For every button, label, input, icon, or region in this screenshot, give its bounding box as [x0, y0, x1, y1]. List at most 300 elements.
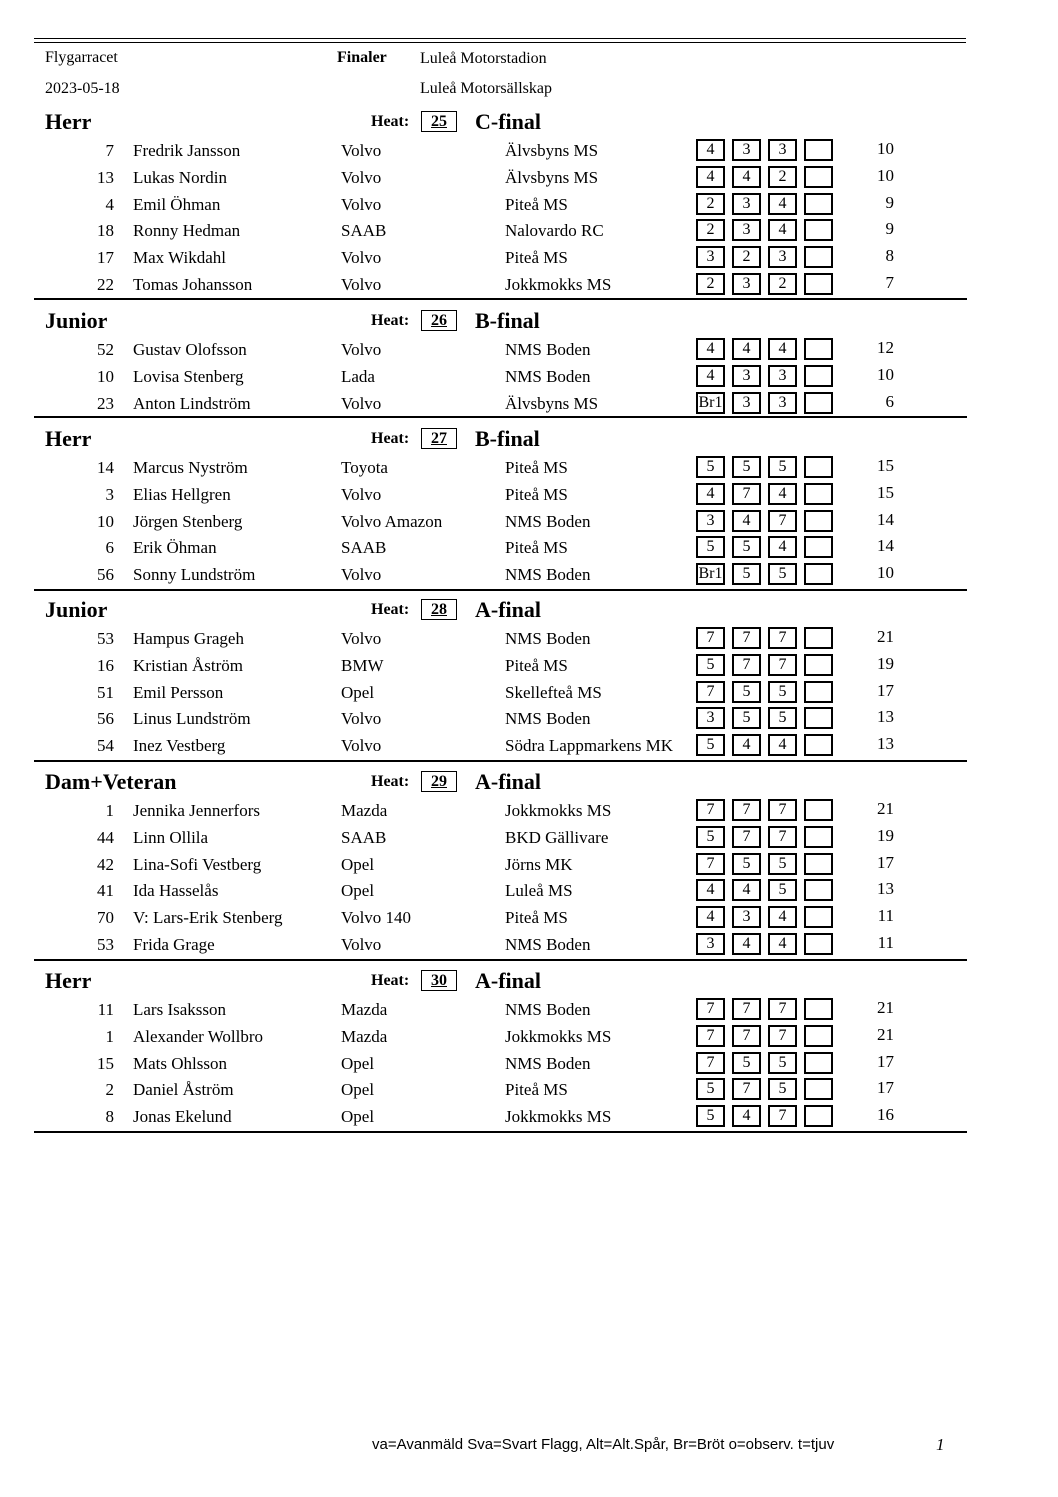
- round-2-score: 7: [732, 1078, 761, 1100]
- round-3-score: 3: [768, 392, 797, 414]
- round-2-score: 4: [732, 510, 761, 532]
- section-divider: [34, 298, 967, 300]
- driver-name: Lovisa Stenberg: [133, 366, 244, 386]
- round-4-score: [804, 627, 833, 649]
- stage-label: Finaler: [337, 49, 387, 66]
- round-1-score: 5: [696, 456, 725, 478]
- driver-name: Kristian Åström: [133, 655, 244, 675]
- club-name: Piteå MS: [505, 908, 568, 928]
- round-4-score: [804, 338, 833, 360]
- club-name: Skellefteå MS: [505, 682, 602, 702]
- round-3-score: 2: [768, 273, 797, 295]
- start-number: 56: [97, 565, 114, 585]
- round-3-score: 3: [768, 246, 797, 268]
- car-model: Opel: [341, 1053, 375, 1073]
- heat-label: Heat:: [371, 773, 410, 790]
- club-name: NMS Boden: [505, 709, 591, 729]
- start-number: 54: [97, 736, 114, 756]
- result-row: [0, 879, 1058, 906]
- start-number: 56: [97, 709, 114, 729]
- heat-number: 27: [421, 428, 457, 449]
- round-2-score: 5: [732, 563, 761, 585]
- start-number: 18: [97, 221, 114, 241]
- driver-name: Mats Ohlsson: [133, 1053, 227, 1073]
- total-points: 9: [885, 192, 894, 212]
- club-name: Luleå MS: [505, 881, 573, 901]
- round-4-score: [804, 1105, 833, 1127]
- footer-legend: va=Avanmäld Sva=Svart Flagg, Alt=Alt.Spår, Br=Bröt o=observ. t=tjuv: [372, 1436, 835, 1453]
- round-1-score: 7: [696, 681, 725, 703]
- club-name: NMS Boden: [505, 340, 591, 359]
- car-model: Volvo: [341, 340, 382, 359]
- round-3-score: 5: [768, 1078, 797, 1100]
- round-2-score: 4: [732, 338, 761, 360]
- driver-name: Tomas Johansson: [133, 275, 253, 294]
- round-1-score: 5: [696, 826, 725, 848]
- round-1-score: 4: [696, 879, 725, 901]
- heat-label: Heat:: [371, 972, 410, 989]
- round-1-score: 3: [696, 933, 725, 955]
- round-2-score: 4: [732, 879, 761, 901]
- driver-name: Anton Lindström: [133, 393, 251, 413]
- driver-name: Marcus Nyström: [133, 458, 248, 477]
- car-model: BMW: [341, 655, 384, 675]
- total-points: 10: [877, 364, 894, 384]
- car-model: Volvo: [341, 484, 382, 504]
- final-name: C-final: [475, 109, 541, 134]
- car-model: Opel: [341, 682, 375, 702]
- class-name: Herr: [45, 968, 92, 993]
- round-4-score: [804, 273, 833, 295]
- round-4-score: [804, 1078, 833, 1100]
- class-name: Herr: [45, 426, 92, 451]
- driver-name: Jennika Jennerfors: [133, 801, 260, 820]
- heat-number: 29: [421, 771, 457, 792]
- round-1-score: 3: [696, 510, 725, 532]
- heat-number: 26: [421, 310, 457, 331]
- round-2-score: 5: [732, 1052, 761, 1074]
- start-number: 1: [105, 1026, 114, 1046]
- club-name: Älvsbyns MS: [505, 141, 599, 160]
- start-number: 41: [97, 881, 114, 901]
- driver-name: Emil Persson: [133, 682, 224, 702]
- result-row: [0, 219, 1058, 246]
- driver-name: Linus Lundström: [133, 709, 251, 729]
- total-points: 6: [885, 391, 894, 411]
- page-number: 1: [936, 1435, 945, 1454]
- car-model: Volvo: [341, 275, 382, 294]
- round-3-score: 5: [768, 707, 797, 729]
- result-row: [0, 1078, 1058, 1105]
- class-name: Dam+Veteran: [45, 769, 177, 794]
- section-divider: [34, 1131, 967, 1133]
- round-3-score: 5: [768, 853, 797, 875]
- car-model: Volvo: [341, 141, 382, 160]
- final-name: A-final: [475, 597, 541, 622]
- round-2-score: 5: [732, 536, 761, 558]
- result-row: [0, 456, 1058, 483]
- final-name: B-final: [475, 426, 540, 451]
- total-points: 16: [877, 1105, 894, 1125]
- car-model: Volvo Amazon: [341, 511, 443, 531]
- round-3-score: 7: [768, 998, 797, 1020]
- round-2-score: 5: [732, 707, 761, 729]
- car-model: Volvo: [341, 736, 382, 756]
- round-3-score: 7: [768, 510, 797, 532]
- total-points: 17: [877, 1051, 894, 1071]
- driver-name: Daniel Åström: [133, 1080, 234, 1100]
- round-4-score: [804, 193, 833, 215]
- round-1-score: 2: [696, 219, 725, 241]
- heat-header: [0, 426, 1058, 454]
- round-1-score: 5: [696, 734, 725, 756]
- round-4-score: [804, 707, 833, 729]
- total-points: 17: [877, 1078, 894, 1098]
- driver-name: Emil Öhman: [133, 194, 221, 214]
- result-row: [0, 681, 1058, 708]
- total-points: 17: [877, 680, 894, 700]
- club-name: Södra Lappmarkens MK: [505, 736, 674, 756]
- result-row: [0, 853, 1058, 880]
- total-points: 11: [877, 906, 894, 926]
- total-points: 19: [877, 653, 894, 673]
- car-model: Volvo: [341, 194, 382, 214]
- result-row: [0, 654, 1058, 681]
- driver-name: Hampus Grageh: [133, 629, 244, 648]
- round-2-score: 2: [732, 246, 761, 268]
- result-row: [0, 536, 1058, 563]
- driver-name: Ida Hasselås: [133, 881, 219, 901]
- car-model: Volvo: [341, 935, 382, 954]
- round-2-score: 7: [732, 483, 761, 505]
- round-2-score: 7: [732, 654, 761, 676]
- start-number: 53: [97, 935, 114, 954]
- club-name: NMS Boden: [505, 935, 591, 954]
- total-points: 17: [877, 852, 894, 872]
- heat-number: 25: [421, 111, 457, 132]
- start-number: 1: [105, 801, 114, 820]
- heat-number: 28: [421, 599, 457, 620]
- round-2-score: 5: [732, 456, 761, 478]
- car-model: Volvo: [341, 565, 382, 585]
- round-2-score: 4: [732, 166, 761, 188]
- round-1-score: 4: [696, 906, 725, 928]
- round-4-score: [804, 879, 833, 901]
- heat-label: Heat:: [371, 113, 410, 130]
- section-divider: [34, 416, 967, 418]
- round-2-score: 7: [732, 826, 761, 848]
- club-name: NMS Boden: [505, 511, 591, 531]
- event-name: Flygarracet: [45, 49, 118, 66]
- round-3-score: 7: [768, 1025, 797, 1047]
- club-name: NMS Boden: [505, 565, 591, 585]
- round-1-score: Br1: [696, 563, 725, 585]
- driver-name: Inez Vestberg: [133, 736, 226, 756]
- car-model: Mazda: [341, 1000, 388, 1019]
- total-points: 10: [877, 165, 894, 185]
- heat-label: Heat:: [371, 601, 410, 618]
- car-model: Opel: [341, 854, 375, 874]
- driver-name: Elias Hellgren: [133, 484, 231, 504]
- round-3-score: 4: [768, 906, 797, 928]
- start-number: 2: [105, 1080, 114, 1100]
- total-points: 14: [877, 509, 894, 529]
- total-points: 21: [877, 627, 894, 646]
- start-number: 11: [97, 1000, 114, 1019]
- driver-name: Jörgen Stenberg: [133, 511, 243, 531]
- total-points: 15: [877, 482, 894, 502]
- car-model: SAAB: [341, 538, 387, 558]
- round-3-score: 7: [768, 826, 797, 848]
- section-divider: [34, 760, 967, 762]
- round-2-score: 4: [732, 734, 761, 756]
- header-rule-bottom: [34, 42, 966, 43]
- round-4-score: [804, 166, 833, 188]
- class-name: Junior: [45, 597, 108, 622]
- start-number: 13: [97, 167, 114, 187]
- round-1-score: 7: [696, 1052, 725, 1074]
- total-points: 7: [885, 273, 894, 292]
- round-2-score: 5: [732, 853, 761, 875]
- round-2-score: 3: [732, 273, 761, 295]
- club-name: Piteå MS: [505, 1080, 568, 1100]
- club-name: Älvsbyns MS: [505, 167, 599, 187]
- round-3-score: 5: [768, 563, 797, 585]
- club-name: NMS Boden: [505, 366, 591, 386]
- round-2-score: 3: [732, 365, 761, 387]
- driver-name: Max Wikdahl: [133, 248, 226, 268]
- club-name: NMS Boden: [505, 1053, 591, 1073]
- total-points: 11: [877, 933, 894, 952]
- start-number: 17: [97, 248, 114, 268]
- round-4-score: [804, 365, 833, 387]
- round-4-score: [804, 826, 833, 848]
- total-points: 19: [877, 825, 894, 845]
- result-row: [0, 1052, 1058, 1079]
- club-name: Piteå MS: [505, 194, 568, 214]
- round-2-score: 3: [732, 193, 761, 215]
- driver-name: Linn Ollila: [133, 827, 209, 847]
- round-2-score: 5: [732, 681, 761, 703]
- round-3-score: 5: [768, 456, 797, 478]
- round-2-score: 3: [732, 906, 761, 928]
- round-2-score: 4: [732, 1105, 761, 1127]
- result-row: [0, 246, 1058, 273]
- start-number: 44: [97, 827, 114, 847]
- car-model: Mazda: [341, 801, 388, 820]
- result-row: [0, 998, 1058, 1025]
- start-number: 51: [97, 682, 114, 702]
- result-row: [0, 734, 1058, 761]
- total-points: 13: [877, 734, 894, 754]
- driver-name: Jonas Ekelund: [133, 1107, 232, 1127]
- club-name: Nalovardo RC: [505, 221, 604, 241]
- round-4-score: [804, 853, 833, 875]
- round-4-score: [804, 734, 833, 756]
- section-divider: [34, 959, 967, 961]
- round-2-score: 4: [732, 933, 761, 955]
- round-3-score: 5: [768, 879, 797, 901]
- start-number: 8: [105, 1107, 114, 1127]
- car-model: Opel: [341, 1080, 375, 1100]
- car-model: Volvo: [341, 167, 382, 187]
- round-2-score: 7: [732, 1025, 761, 1047]
- round-1-score: 4: [696, 166, 725, 188]
- organizer: Luleå Motorsällskap: [420, 80, 552, 97]
- total-points: 9: [885, 219, 894, 239]
- section-divider: [34, 589, 967, 591]
- heat-label: Heat:: [371, 312, 410, 329]
- total-points: 12: [877, 338, 894, 357]
- round-1-score: 4: [696, 365, 725, 387]
- result-row: [0, 365, 1058, 392]
- round-1-score: 7: [696, 998, 725, 1020]
- round-4-score: [804, 483, 833, 505]
- round-4-score: [804, 536, 833, 558]
- driver-name: Erik Öhman: [133, 538, 217, 558]
- round-1-score: 7: [696, 853, 725, 875]
- club-name: NMS Boden: [505, 1000, 591, 1019]
- club-name: Jokkmokks MS: [505, 275, 612, 294]
- round-3-score: 7: [768, 627, 797, 649]
- round-4-score: [804, 933, 833, 955]
- round-3-score: 4: [768, 933, 797, 955]
- car-model: SAAB: [341, 827, 387, 847]
- car-model: Opel: [341, 1107, 375, 1127]
- start-number: 23: [97, 393, 114, 413]
- club-name: Piteå MS: [505, 655, 568, 675]
- round-3-score: 3: [768, 139, 797, 161]
- round-1-score: 4: [696, 338, 725, 360]
- round-4-score: [804, 219, 833, 241]
- start-number: 10: [97, 511, 114, 531]
- result-row: [0, 906, 1058, 933]
- round-1-score: 5: [696, 1078, 725, 1100]
- round-4-score: [804, 246, 833, 268]
- round-3-score: 7: [768, 799, 797, 821]
- header-rule-top: [34, 38, 966, 39]
- club-name: Jokkmokks MS: [505, 1107, 612, 1127]
- round-4-score: [804, 139, 833, 161]
- start-number: 14: [97, 458, 114, 477]
- round-3-score: 5: [768, 1052, 797, 1074]
- round-1-score: 4: [696, 139, 725, 161]
- driver-name: Lukas Nordin: [133, 167, 227, 187]
- heat-number: 30: [421, 970, 457, 991]
- total-points: 14: [877, 536, 894, 556]
- heat-header: [0, 769, 1058, 797]
- round-3-score: 4: [768, 483, 797, 505]
- round-3-score: 7: [768, 1105, 797, 1127]
- result-row: [0, 1025, 1058, 1052]
- driver-name: Fredrik Jansson: [133, 141, 241, 160]
- round-2-score: 3: [732, 392, 761, 414]
- round-1-score: 4: [696, 483, 725, 505]
- heat-label: Heat:: [371, 430, 410, 447]
- round-4-score: [804, 906, 833, 928]
- result-row: [0, 563, 1058, 590]
- car-model: Toyota: [341, 458, 388, 477]
- car-model: Volvo: [341, 629, 382, 648]
- result-row: [0, 483, 1058, 510]
- result-row: [0, 933, 1058, 960]
- heat-header: [0, 308, 1058, 336]
- club-name: NMS Boden: [505, 629, 591, 648]
- car-model: SAAB: [341, 221, 387, 241]
- car-model: Mazda: [341, 1026, 388, 1046]
- round-1-score: 7: [696, 1025, 725, 1047]
- round-2-score: 7: [732, 799, 761, 821]
- round-3-score: 7: [768, 654, 797, 676]
- event-date: 2023-05-18: [45, 80, 120, 97]
- club-name: Piteå MS: [505, 538, 568, 558]
- round-4-score: [804, 392, 833, 414]
- start-number: 16: [97, 655, 114, 675]
- start-number: 52: [97, 340, 114, 359]
- round-4-score: [804, 1052, 833, 1074]
- round-1-score: 3: [696, 246, 725, 268]
- round-4-score: [804, 456, 833, 478]
- driver-name: Lars Isaksson: [133, 1000, 227, 1019]
- total-points: 10: [877, 563, 894, 583]
- start-number: 10: [97, 366, 114, 386]
- total-points: 21: [877, 799, 894, 818]
- start-number: 7: [105, 141, 114, 160]
- result-row: [0, 627, 1058, 654]
- round-1-score: Br1: [696, 392, 725, 414]
- round-4-score: [804, 998, 833, 1020]
- driver-name: Gustav Olofsson: [133, 340, 247, 359]
- round-1-score: 5: [696, 536, 725, 558]
- club-name: Piteå MS: [505, 248, 568, 268]
- class-name: Herr: [45, 109, 92, 134]
- car-model: Lada: [341, 366, 375, 386]
- round-1-score: 3: [696, 707, 725, 729]
- driver-name: Lina-Sofi Vestberg: [133, 854, 262, 874]
- car-model: Volvo: [341, 709, 382, 729]
- result-row: [0, 166, 1058, 193]
- driver-name: V: Lars-Erik Stenberg: [133, 908, 283, 928]
- round-2-score: 3: [732, 219, 761, 241]
- round-2-score: 7: [732, 998, 761, 1020]
- club-name: Älvsbyns MS: [505, 393, 599, 413]
- result-row: [0, 338, 1058, 365]
- driver-name: Ronny Hedman: [133, 221, 241, 241]
- start-number: 4: [105, 194, 114, 214]
- total-points: 8: [885, 246, 894, 266]
- driver-name: Alexander Wollbro: [133, 1026, 264, 1046]
- total-points: 15: [877, 456, 894, 475]
- start-number: 22: [97, 275, 114, 294]
- round-4-score: [804, 681, 833, 703]
- result-row: [0, 193, 1058, 220]
- class-name: Junior: [45, 308, 108, 333]
- result-row: [0, 707, 1058, 734]
- start-number: 3: [105, 484, 114, 504]
- round-3-score: 4: [768, 536, 797, 558]
- round-4-score: [804, 799, 833, 821]
- result-row: [0, 1105, 1058, 1132]
- club-name: Piteå MS: [505, 484, 568, 504]
- round-4-score: [804, 510, 833, 532]
- venue: Luleå Motorstadion: [420, 50, 547, 67]
- round-3-score: 5: [768, 681, 797, 703]
- heat-header: [0, 597, 1058, 625]
- round-3-score: 4: [768, 193, 797, 215]
- result-row: [0, 392, 1058, 419]
- result-row: [0, 510, 1058, 537]
- result-row: [0, 799, 1058, 826]
